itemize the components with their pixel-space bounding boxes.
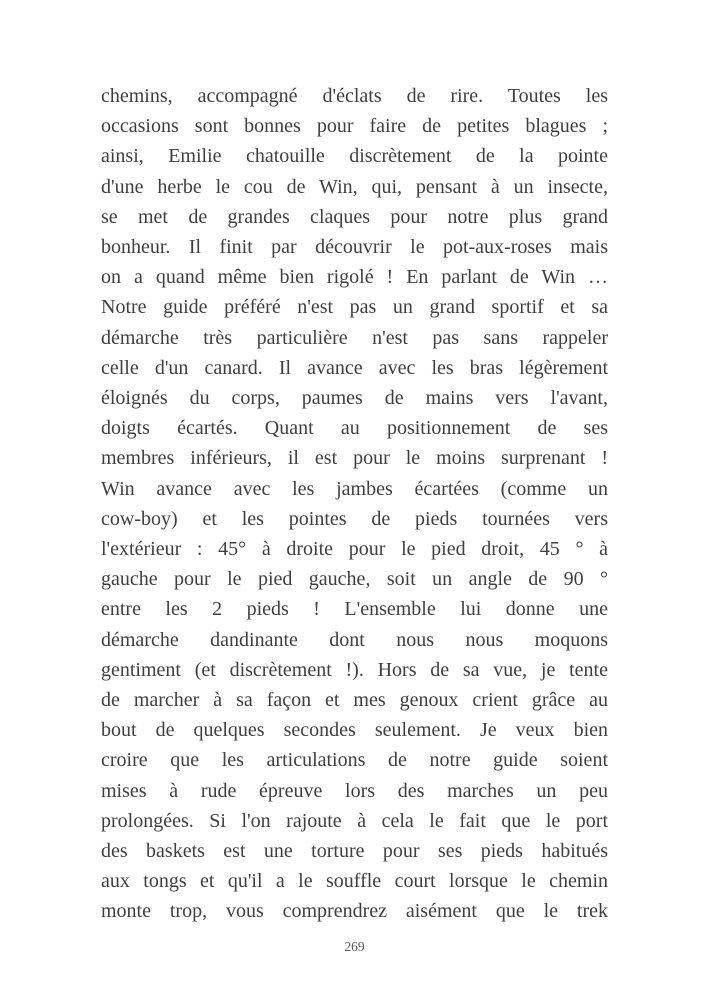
text-line: prolongées. Si l'on rajoute à cela le fait que le port [101, 809, 608, 832]
text-line: chemins, accompagné d'éclats de rire. Toutes les [101, 85, 608, 107]
text-line: gauche pour le pied gauche, soit un angle de 90 ° [101, 568, 608, 591]
text-line: Win avance avec les jambes écartées (comme un [101, 477, 608, 500]
text-line: d'une herbe le cou de Win, qui, pensant à un insecte, [101, 175, 608, 198]
text-line: démarche dandinante dont nous nous moquons [101, 628, 608, 651]
text-line: l'extérieur : 45° à droite pour le pied droit, 45 ° à [101, 538, 608, 561]
text-line: occasions sont bonnes pour faire de petites blagues ; [101, 115, 608, 138]
text-line: des baskets est une torture pour ses pieds habitués [101, 840, 608, 863]
text-line: aux tongs et qu'il a le souffle court lorsque le chemin [101, 870, 608, 893]
text-line: ainsi, Emilie chatouille discrètement de la pointe [101, 145, 608, 168]
text-line: doigts écartés. Quant au positionnement de ses [101, 417, 608, 440]
page-text [101, 81, 608, 927]
text-line: membres inférieurs, il est pour le moins surprenant ! [101, 447, 608, 470]
text-line: celle d'un canard. Il avance avec les bras légèrement [101, 356, 608, 379]
text-line: gentiment (et discrètement !). Hors de sa vue, je tente [101, 658, 608, 681]
text-line: se met de grandes claques pour notre plus grand [101, 205, 608, 228]
text-line: croire que les articulations de notre guide soient [101, 749, 608, 772]
text-line: bout de quelques secondes seulement. Je veux bien [101, 719, 608, 742]
text-line: bonheur. Il finit par découvrir le pot-aux-roses mais [101, 236, 608, 259]
text-line: démarche très particulière n'est pas sans rappeler [101, 326, 608, 349]
text-line: monte trop, vous comprendrez aisément que le trek [101, 900, 608, 923]
page-number: 269 [344, 939, 365, 954]
text-line: mises à rude épreuve lors des marches un peu [101, 779, 608, 802]
text-line: on a quand même bien rigolé ! En parlant de Win … [101, 266, 608, 289]
text-line: cow-boy) et les pointes de pieds tournées vers [101, 507, 608, 530]
text-line: de marcher à sa façon et mes genoux crient grâce au [101, 689, 608, 712]
text-line: Notre guide préféré n'est pas un grand sportif et sa [101, 296, 608, 319]
text-line: éloignés du corps, paumes de mains vers l'avant, [101, 387, 608, 410]
text-line: entre les 2 pieds ! L'ensemble lui donne une [101, 598, 608, 621]
